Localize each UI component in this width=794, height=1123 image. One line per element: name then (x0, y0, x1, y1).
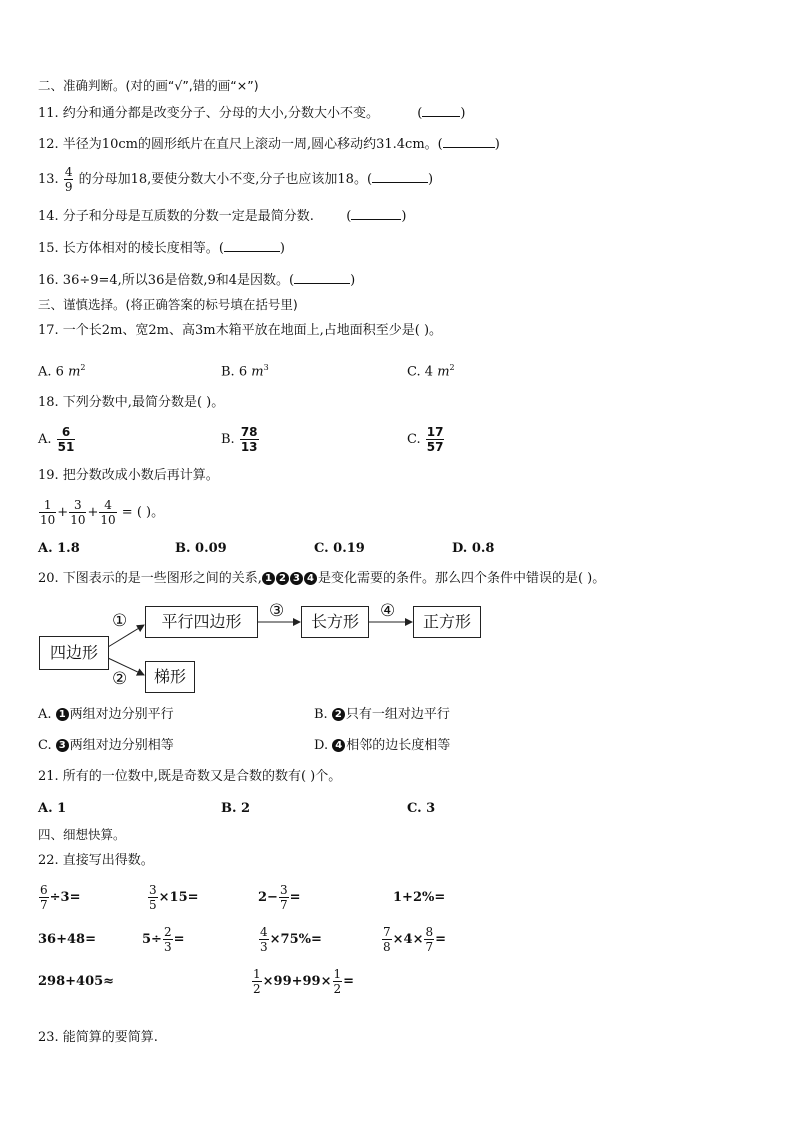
q20-option-a[interactable]: A. 1 两组对边分别平行 (38, 707, 174, 722)
calc-r3c2: $\frac{1}{2}$ ×99+99× $\frac{1}{2}$ = (253, 966, 355, 996)
question-18-stem: 18. 下列分数中,最简分数是( )。 (38, 395, 225, 410)
q17-option-a[interactable]: A. 6 $m^2$ (38, 363, 86, 380)
calc-r2c2: 5÷ $\frac{2}{3}$ = (142, 924, 185, 954)
q19-option-d[interactable]: D. 0.8 (452, 541, 495, 556)
q19-option-a[interactable]: A. 1.8 (38, 541, 80, 556)
answer-paren-close: ) (460, 106, 466, 121)
question-23-stem: 23. 能简算的要简算. (38, 1030, 158, 1045)
q20-option-d[interactable]: D. 4 相邻的边长度相等 (314, 738, 451, 753)
calc-r2c1: 36+48= (38, 931, 96, 947)
box-trapezoid: 梯形 (145, 661, 195, 693)
box-parallelogram: 平行四边形 (145, 606, 258, 638)
question-11-text: 11. 约分和通分都是改变分子、分母的大小,分数大小不变。 (38, 106, 379, 121)
condition-4-label: ④ (380, 601, 396, 621)
calc-r1c2: $\frac{3}{5}$ ×15= (149, 882, 199, 912)
condition-2-label: ② (112, 669, 128, 689)
question-13-text: 的分母加18,要使分数大小不变,分子也应该加18。 (78, 172, 367, 187)
answer-paren-open: ( (417, 106, 423, 121)
question-21-stem: 21. 所有的一位数中,既是奇数又是合数的数有( )个。 (38, 769, 342, 784)
q21-option-c[interactable]: C. 3 (407, 801, 436, 816)
q17-option-b[interactable]: B. 6 $m^3$ (221, 363, 269, 380)
question-16: 16. 36÷9=4,所以36是倍数,9和4是因数。( ) (38, 273, 356, 288)
q17-option-c[interactable]: C. 4 $m^2$ (407, 363, 455, 380)
fraction: $\frac{4}{9}$ (64, 165, 73, 194)
calc-r1c4: 1+2%= (393, 889, 446, 905)
calc-r2c3: $\frac{4}{3}$ ×75%= (260, 924, 322, 954)
box-rectangle: 长方形 (301, 606, 369, 638)
calc-r1c3: 2− $\frac{3}{7}$ = (258, 882, 301, 912)
q21-option-a[interactable]: A. 1 (38, 801, 67, 816)
condition-3-label: ③ (269, 601, 285, 621)
calc-r2c4: $\frac{7}{8}$ ×4× $\frac{8}{7}$ = (383, 924, 447, 954)
question-20-stem: 20. 下图表示的是一些图形之间的关系, 1 2 3 4 是变化需要的条件。那么四个条件中错误的是( )。 (38, 571, 606, 586)
question-12-text: 12. 半径为10cm的圆形纸片在直尺上滚动一周,圆心移动约31.4cm。 (38, 137, 438, 152)
question-22-stem: 22. 直接写出得数。 (38, 853, 154, 868)
q18-option-c[interactable]: C. $\frac{17}{57}$ (407, 425, 444, 454)
q20-option-b[interactable]: B. 2 只有一组对边平行 (314, 707, 450, 722)
question-15-text: 15. 长方体相对的棱长度相等。 (38, 241, 219, 256)
question-17-stem: 17. 一个长2m、宽2m、高3m木箱平放在地面上,占地面积至少是( )。 (38, 323, 443, 338)
question-14: 14. 分子和分母是互质数的分数一定是最简分数. ( ) (38, 209, 407, 224)
question-13: 13. $\frac{4}{9}$ 的分母加18,要使分数大小不变,分子也应该加18。( ) (38, 165, 434, 194)
condition-1-label: ① (112, 611, 128, 631)
section-4-heading: 四、细想快算。 (38, 827, 126, 842)
q19-option-c[interactable]: C. 0.19 (314, 541, 365, 556)
box-quadrilateral: 四边形 (39, 636, 109, 670)
q18-option-a[interactable]: A. $\frac{6}{51}$ (38, 425, 75, 454)
q21-option-b[interactable]: B. 2 (221, 801, 251, 816)
question-15: 15. 长方体相对的棱长度相等。( ) (38, 241, 285, 256)
question-19-stem: 19. 把分数改成小数后再计算。 (38, 468, 219, 483)
q18-option-b[interactable]: B. $\frac{78}{13}$ (221, 425, 258, 454)
question-12: 12. 半径为10cm的圆形纸片在直尺上滚动一周,圆心移动约31.4cm。( ) (38, 137, 500, 152)
section-2-heading: 二、准确判断。(对的画“√”,错的画“×”) (38, 78, 259, 93)
q20-option-c[interactable]: C. 3 两组对边分别相等 (38, 738, 174, 753)
q19-option-b[interactable]: B. 0.09 (175, 541, 227, 556)
question-16-text: 16. 36÷9=4,所以36是倍数,9和4是因数。 (38, 273, 290, 288)
section-3-heading: 三、谨慎选择。(将正确答案的标号填在括号里) (38, 297, 298, 312)
calc-r3c1: 298+405≈ (38, 973, 115, 989)
calc-r1c1: $\frac{6}{7}$ ÷3= (40, 882, 81, 912)
box-square: 正方形 (413, 606, 481, 638)
q19-expression: $\frac{1}{10}$ + $\frac{3}{10}$ + $\frac{4}{10}$ = ( )。 (40, 498, 165, 527)
question-14-text: 14. 分子和分母是互质数的分数一定是最简分数. (38, 209, 314, 224)
